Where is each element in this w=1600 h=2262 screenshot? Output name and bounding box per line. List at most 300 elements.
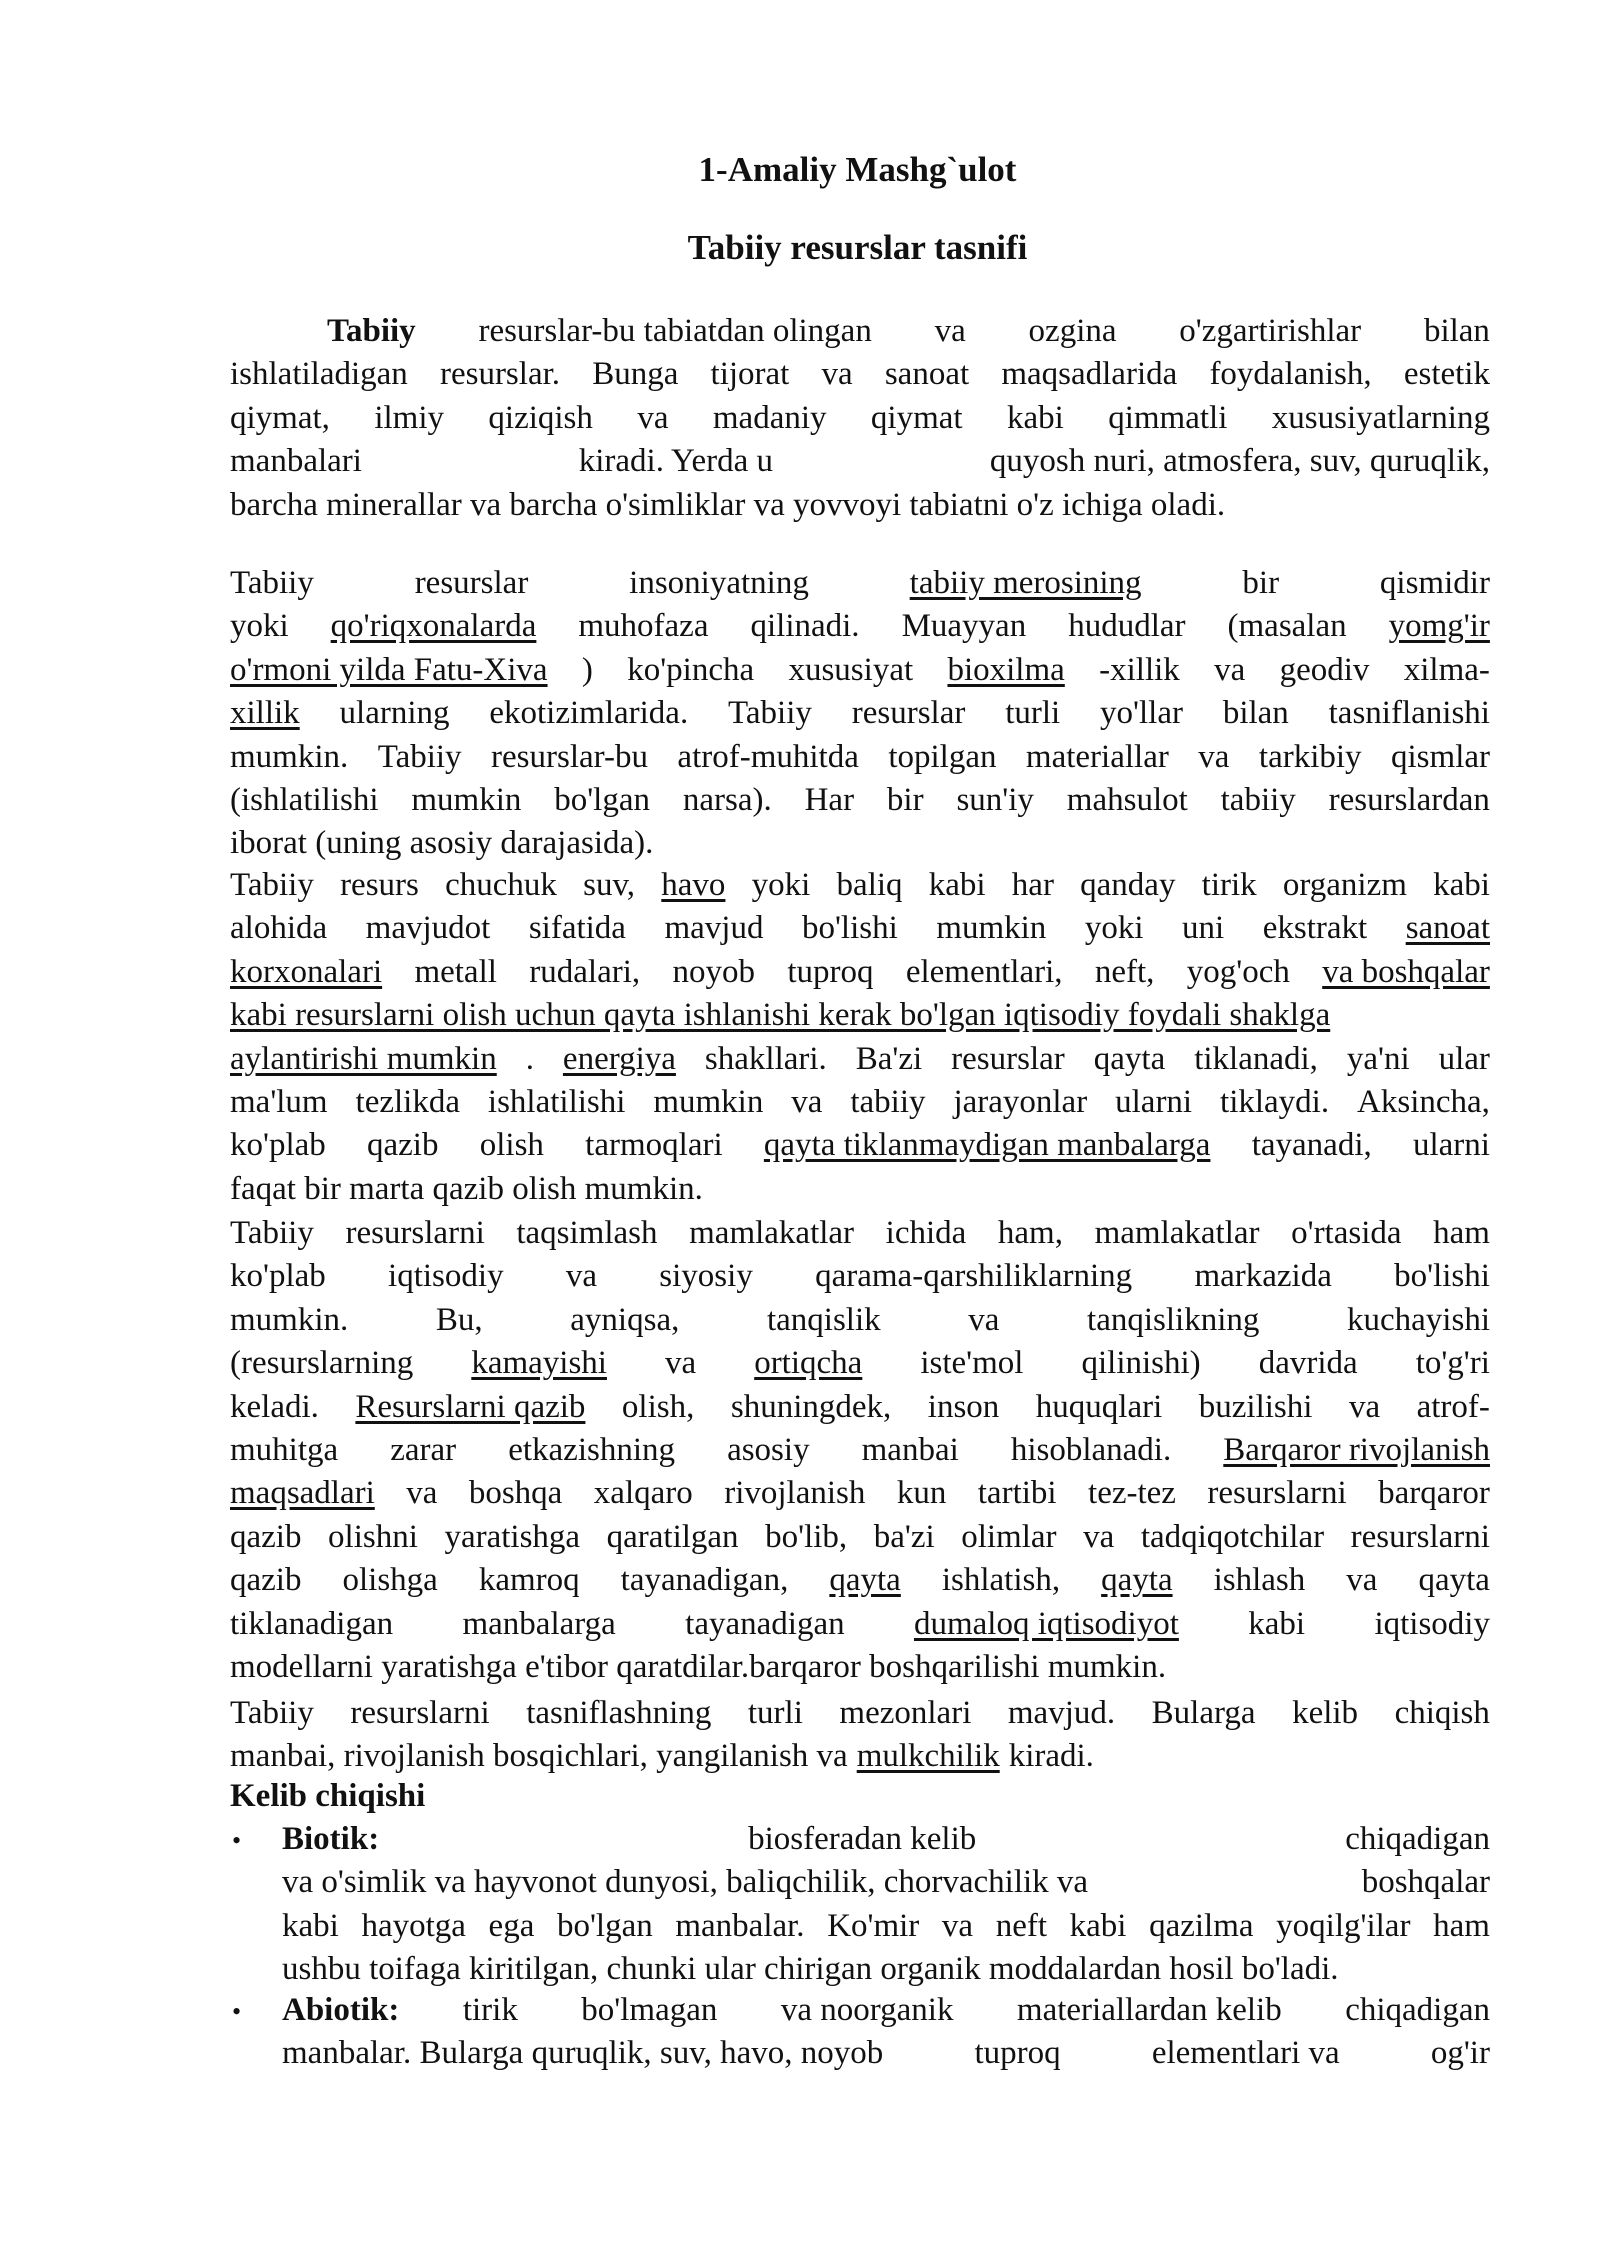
word: Tabiiy bbox=[728, 695, 812, 732]
word: va bbox=[1346, 1562, 1378, 1599]
word: hisoblanadi. bbox=[1010, 1432, 1172, 1468]
word: sun'iy bbox=[956, 782, 1034, 818]
word: xilma- bbox=[1403, 651, 1490, 688]
text-line bbox=[282, 2032, 1490, 2074]
word: manbai bbox=[861, 1432, 959, 1468]
word: sanoat bbox=[884, 356, 970, 393]
bold-term: Tabiiy bbox=[327, 313, 416, 349]
word: qazib bbox=[367, 1127, 439, 1164]
word: modellarni yaratishga e'tibor qaratdilar.barqaror boshqarilishi mumkin. bbox=[230, 1649, 1167, 1685]
word: resurslar-bu bbox=[491, 738, 648, 775]
word: bilan bbox=[1222, 695, 1289, 732]
word: Tabiiy bbox=[230, 565, 314, 601]
text-line bbox=[327, 310, 1490, 352]
text-line bbox=[282, 1989, 1490, 2031]
word: turli bbox=[1005, 695, 1061, 732]
word: yoqilg'ilar bbox=[1276, 1907, 1411, 1944]
text-line bbox=[230, 692, 1490, 734]
word: Bunga bbox=[592, 356, 679, 393]
hyperlink[interactable]: mulkchilik bbox=[856, 1738, 1000, 1775]
word: va bbox=[1198, 738, 1230, 775]
word: qayta bbox=[1418, 1562, 1490, 1599]
word: va bbox=[791, 1084, 823, 1120]
word: tabiiy bbox=[1220, 782, 1296, 818]
word: suv, bbox=[583, 867, 636, 903]
word: va bbox=[665, 1345, 697, 1382]
word: yoki bbox=[751, 867, 811, 903]
word: resurslar bbox=[951, 1040, 1065, 1077]
word: barcha minerallar va barcha o'simliklar va yovvoyi tabiatni o'z ichiga oladi. bbox=[230, 486, 1226, 523]
word: tasniflashning bbox=[526, 1695, 712, 1731]
word: tijorat bbox=[710, 356, 790, 393]
word: inson bbox=[927, 1388, 1000, 1425]
word: neft bbox=[995, 1907, 1048, 1944]
word: qismidir bbox=[1379, 565, 1490, 601]
word: buzilishi bbox=[1198, 1388, 1313, 1425]
word: elementlari, bbox=[905, 953, 1063, 990]
word: va bbox=[565, 1258, 598, 1295]
hyperlink[interactable]: Resurslarni qazib bbox=[355, 1388, 586, 1425]
hyperlink[interactable]: korxonalari bbox=[230, 953, 383, 990]
text-line bbox=[230, 1212, 1490, 1254]
text-line bbox=[230, 1472, 1490, 1514]
word: iste'mol bbox=[920, 1345, 1024, 1382]
word: ishlatilishi bbox=[487, 1084, 626, 1120]
word: tiklaydi. bbox=[1220, 1084, 1330, 1120]
word: va bbox=[1348, 1388, 1381, 1425]
text-line bbox=[230, 864, 1490, 906]
text-line bbox=[230, 1559, 1490, 1601]
word: qismlar bbox=[1391, 738, 1490, 775]
hyperlink[interactable]: Barqaror rivojlanish bbox=[1223, 1432, 1490, 1468]
word: olimlar bbox=[961, 1518, 1057, 1555]
word: tiklanadigan bbox=[230, 1605, 394, 1642]
word: tarkibiy bbox=[1258, 738, 1362, 775]
word: qarama-qarshiliklarning bbox=[815, 1258, 1133, 1295]
hyperlink[interactable]: maqsadlari bbox=[230, 1475, 375, 1512]
word: resurslar bbox=[851, 695, 966, 732]
word: ularni bbox=[1115, 1084, 1193, 1120]
page-title: 1-Amaliy Mashg`ulot bbox=[698, 150, 1017, 189]
word: qazib bbox=[230, 1562, 302, 1599]
word: bo'lib, bbox=[765, 1518, 848, 1555]
hyperlink[interactable]: qo'riqxonalarda bbox=[330, 608, 537, 645]
word: baliq bbox=[836, 867, 903, 903]
bullet-marker: • bbox=[232, 1997, 242, 2026]
word: mavjudot bbox=[365, 910, 491, 947]
hyperlink[interactable]: qayta tiklanmaydigan manbalarga bbox=[763, 1127, 1211, 1164]
word: biosferadan kelib bbox=[748, 1821, 977, 1857]
word: noyob bbox=[672, 953, 755, 990]
word: -xillik bbox=[1099, 651, 1180, 688]
text-line bbox=[230, 1386, 1490, 1428]
hyperlink[interactable]: havo bbox=[661, 867, 726, 903]
word: tezlikda bbox=[355, 1084, 460, 1120]
text-line bbox=[230, 484, 1490, 526]
word: mahsulot bbox=[1066, 782, 1188, 818]
word: ekstrakt bbox=[1262, 910, 1368, 947]
text-line bbox=[230, 1516, 1490, 1558]
word: kun bbox=[896, 1475, 947, 1512]
hyperlink[interactable]: yomg'ir bbox=[1388, 608, 1490, 645]
text-line bbox=[230, 605, 1490, 647]
text-line bbox=[282, 1861, 1490, 1903]
word: alohida bbox=[230, 910, 328, 947]
word: xalqaro bbox=[593, 1475, 693, 1512]
hyperlink[interactable]: aylantirishi mumkin bbox=[230, 1040, 497, 1077]
word: topilgan bbox=[888, 738, 997, 775]
word: manbalar. Bularga quruqlik, suv, havo, noyob bbox=[282, 2035, 884, 2072]
text-line bbox=[230, 994, 1490, 1036]
word: resurslarni bbox=[345, 1215, 485, 1251]
word: keladi. bbox=[230, 1388, 319, 1425]
word: qilinadi. bbox=[750, 608, 860, 645]
word: va bbox=[637, 399, 669, 436]
word: rivojlanish bbox=[724, 1475, 866, 1512]
word: hududlar bbox=[1068, 608, 1186, 645]
word: tez-tez bbox=[1088, 1475, 1176, 1512]
bullet-marker: • bbox=[232, 1826, 242, 1855]
word: va bbox=[1214, 651, 1246, 688]
text-line bbox=[230, 1299, 1490, 1341]
word: muhitga bbox=[230, 1432, 339, 1468]
word: muhofaza bbox=[578, 608, 709, 645]
word: manbalar. bbox=[675, 1907, 805, 1944]
hyperlink[interactable]: tabiiy merosining bbox=[909, 565, 1142, 601]
word: ega bbox=[488, 1907, 535, 1944]
word: mamlakatlar bbox=[689, 1215, 855, 1251]
word: Tabiiy bbox=[230, 1215, 314, 1251]
text-line bbox=[230, 1692, 1490, 1734]
word: Tabiiy bbox=[377, 738, 462, 775]
word: Tabiiy bbox=[230, 1695, 314, 1731]
word: mumkin bbox=[936, 910, 1047, 947]
word: turli bbox=[747, 1695, 803, 1731]
word: va bbox=[941, 1907, 974, 1944]
word: tuproq bbox=[787, 953, 874, 990]
word: kabi bbox=[1006, 399, 1064, 436]
word: tanqislikning bbox=[1087, 1301, 1260, 1338]
word: mavjud. bbox=[1007, 1695, 1116, 1731]
word: kabi bbox=[1433, 867, 1490, 903]
word: qazilma bbox=[1149, 1907, 1254, 1944]
word: ko'plab bbox=[230, 1127, 326, 1164]
word: iqtisodiy bbox=[1374, 1605, 1490, 1642]
text-line bbox=[230, 1038, 1490, 1080]
word: yo'llar bbox=[1100, 695, 1183, 732]
word: qayta bbox=[1093, 1040, 1166, 1077]
word: chuchuk bbox=[445, 867, 557, 903]
word: bir bbox=[1242, 565, 1280, 601]
word: ichida bbox=[885, 1215, 967, 1251]
word: foydalanish, bbox=[1209, 356, 1372, 393]
word: Bu, bbox=[435, 1301, 483, 1338]
word: resurslarni bbox=[350, 1695, 490, 1731]
word: Aksincha, bbox=[1357, 1084, 1490, 1120]
word: maqsadlarida bbox=[1001, 356, 1178, 393]
hyperlink[interactable]: qayta bbox=[1101, 1562, 1173, 1599]
word: ) bbox=[581, 651, 593, 688]
word: faqat bir marta qazib olish mumkin. bbox=[230, 1170, 703, 1207]
word: metall bbox=[414, 953, 497, 990]
word: tayanadigan bbox=[685, 1605, 845, 1642]
text-line bbox=[230, 1081, 1490, 1123]
word: tayanadi, bbox=[1251, 1127, 1372, 1164]
bold-term: Abiotik: bbox=[282, 1992, 400, 2028]
word: manbai, rivojlanish bosqichlari, yangilanish va bbox=[230, 1738, 848, 1775]
word: olish bbox=[479, 1127, 544, 1164]
word: mumkin bbox=[411, 782, 522, 818]
word: asosiy bbox=[727, 1432, 810, 1468]
word: ishlatiladigan bbox=[230, 356, 408, 393]
word: siyosiy bbox=[659, 1258, 753, 1295]
word: bir bbox=[886, 782, 924, 818]
word: madaniy bbox=[712, 399, 827, 436]
word: tayanadigan, bbox=[620, 1562, 789, 1599]
word: qazib bbox=[230, 1518, 302, 1555]
hyperlink[interactable]: xillik bbox=[230, 695, 300, 732]
text-line bbox=[282, 1948, 1490, 1990]
word: bo'lgan bbox=[556, 1907, 653, 1944]
word: materiallar bbox=[1025, 738, 1169, 775]
word: ozgina bbox=[1028, 313, 1117, 349]
word: taqsimlash bbox=[516, 1215, 658, 1251]
word: iqtisodiy bbox=[388, 1258, 504, 1295]
word: barqaror bbox=[1378, 1475, 1490, 1512]
word: quyosh nuri, atmosfera, suv, quruqlik, bbox=[989, 443, 1490, 480]
word: mezonlari bbox=[839, 1695, 972, 1731]
word: resurs bbox=[340, 867, 419, 903]
word: va bbox=[406, 1475, 438, 1512]
word: tasniflanishi bbox=[1328, 695, 1490, 732]
word: chiqadigan bbox=[1345, 1821, 1490, 1857]
word: to'g'ri bbox=[1415, 1345, 1490, 1382]
text-line bbox=[230, 736, 1490, 778]
word: atrof-muhitda bbox=[677, 738, 859, 775]
word: jarayonlar bbox=[953, 1084, 1088, 1120]
word: chiqish bbox=[1394, 1695, 1490, 1731]
hyperlink[interactable]: ortiqcha bbox=[754, 1345, 863, 1382]
word: ayniqsa, bbox=[570, 1301, 680, 1338]
word: kuchayishi bbox=[1347, 1301, 1490, 1338]
word: elementlari va bbox=[1151, 2035, 1340, 2072]
word: ishlash bbox=[1213, 1562, 1306, 1599]
word: sifatida bbox=[528, 910, 626, 947]
word: qilinishi) bbox=[1081, 1345, 1201, 1382]
word: qiymat, bbox=[230, 399, 330, 436]
text-line bbox=[230, 1603, 1490, 1645]
word: tiklanadi, bbox=[1194, 1040, 1318, 1077]
word: hayotga bbox=[361, 1907, 466, 1944]
word: resurslarni bbox=[1350, 1518, 1490, 1555]
word: atrof- bbox=[1416, 1388, 1490, 1425]
text-line bbox=[230, 907, 1490, 949]
word: Tabiiy bbox=[230, 867, 314, 903]
word: organizm bbox=[1282, 867, 1407, 903]
word: kamroq bbox=[478, 1562, 580, 1599]
word: ham bbox=[1433, 1215, 1490, 1251]
word: yoki bbox=[230, 608, 289, 645]
word: yog'och bbox=[1186, 953, 1290, 990]
hyperlink[interactable]: va boshqalar bbox=[1322, 953, 1490, 990]
word: ko'pincha bbox=[627, 651, 755, 688]
word: qiziqish bbox=[488, 399, 593, 436]
word: ba'zi bbox=[873, 1518, 935, 1555]
word: har bbox=[1011, 867, 1054, 903]
word: etkazishning bbox=[508, 1432, 675, 1468]
word: resurslar. bbox=[439, 356, 561, 393]
word: mumkin. bbox=[230, 738, 349, 775]
word: qiymat bbox=[870, 399, 963, 436]
word: mumkin. bbox=[230, 1301, 349, 1338]
text-line bbox=[230, 1168, 1490, 1210]
word: mamlakatlar bbox=[1094, 1215, 1260, 1251]
word: qaratilgan bbox=[606, 1518, 739, 1555]
word: ma'lum bbox=[230, 1084, 328, 1120]
word: resurslardan bbox=[1328, 782, 1490, 818]
hyperlink[interactable]: kabi resurslarni olish uchun qayta ishlanishi kerak bo'lgan iqtisodiy foydali shaklga bbox=[230, 997, 1331, 1034]
text-line bbox=[230, 1342, 1490, 1384]
word: (ishlatilishi bbox=[230, 782, 379, 818]
word: chiqadigan bbox=[1345, 1992, 1490, 2028]
word: Ko'mir bbox=[827, 1907, 920, 1944]
text-line bbox=[282, 1818, 1490, 1860]
page-subtitle: Tabiiy resurslar tasnifi bbox=[687, 228, 1028, 267]
word: va noorganik bbox=[780, 1992, 954, 2028]
word: markazida bbox=[1194, 1258, 1332, 1295]
word: olishga bbox=[342, 1562, 438, 1599]
hyperlink[interactable]: qayta bbox=[829, 1562, 901, 1599]
hyperlink[interactable]: o'rmoni yilda Fatu-Xiva bbox=[230, 651, 548, 688]
word: kabi bbox=[1248, 1605, 1306, 1642]
word: tabiiy bbox=[850, 1084, 926, 1120]
text-line bbox=[230, 562, 1490, 604]
word: yoki bbox=[1084, 910, 1144, 947]
word: mumkin bbox=[653, 1084, 764, 1120]
word: tirik bbox=[462, 1992, 518, 2028]
section-heading: Kelib chiqishi bbox=[230, 1778, 426, 1814]
word: olish, bbox=[621, 1388, 695, 1425]
word: resurslarni bbox=[1207, 1475, 1347, 1512]
text-line bbox=[230, 1255, 1490, 1297]
word: rudalari, bbox=[529, 953, 641, 990]
word: Ba'zi bbox=[855, 1040, 923, 1077]
word: kabi bbox=[928, 867, 986, 903]
word: bo'lmagan bbox=[581, 1992, 718, 2028]
word: estetik bbox=[1403, 356, 1490, 393]
word: bo'lishi bbox=[1394, 1258, 1490, 1295]
word: bilan bbox=[1423, 313, 1490, 349]
text-line bbox=[230, 1646, 1490, 1688]
word: ham bbox=[1433, 1907, 1490, 1944]
word: davrida bbox=[1258, 1345, 1358, 1382]
word: resurslar bbox=[414, 565, 529, 601]
word: materiallardan kelib bbox=[1016, 1992, 1282, 2028]
word: shuningdek, bbox=[730, 1388, 892, 1425]
word: Har bbox=[804, 782, 855, 818]
word: va bbox=[968, 1301, 1000, 1338]
word: Muayyan bbox=[901, 608, 1027, 645]
word: va o'simlik va hayvonot dunyosi, baliqchilik, chorvachilik va bbox=[282, 1864, 1089, 1901]
word: kiradi. bbox=[1008, 1738, 1094, 1775]
text-line bbox=[230, 822, 1490, 864]
word: ham, bbox=[997, 1215, 1063, 1251]
word: ekotizimlarida. bbox=[489, 695, 689, 732]
word: o'zgartirishlar bbox=[1179, 313, 1362, 349]
text-line bbox=[230, 397, 1490, 439]
word: zarar bbox=[390, 1432, 457, 1468]
hyperlink[interactable]: dumaloq iqtisodiyot bbox=[913, 1605, 1179, 1642]
word: . bbox=[525, 1040, 534, 1077]
word: iborat (uning asosiy darajasida). bbox=[230, 825, 654, 862]
word: tanqislik bbox=[766, 1301, 881, 1338]
word: boshqalar bbox=[1361, 1864, 1490, 1901]
word: qimmatli bbox=[1108, 399, 1228, 436]
word: ilmiy bbox=[374, 399, 444, 436]
hyperlink[interactable]: kamayishi bbox=[471, 1345, 607, 1382]
text-line bbox=[230, 353, 1490, 395]
word: manbalari bbox=[230, 443, 362, 480]
hyperlink[interactable]: sanoat bbox=[1405, 910, 1490, 947]
word: kabi bbox=[1069, 1907, 1127, 1944]
word: neft, bbox=[1094, 953, 1155, 990]
word: (resurslarning bbox=[230, 1345, 414, 1382]
word: resurslar-bu tabiatdan olingan bbox=[478, 313, 872, 349]
word: bo'lgan bbox=[554, 782, 650, 818]
word: qanday bbox=[1080, 867, 1176, 903]
word: tuproq bbox=[974, 2035, 1061, 2072]
text-line bbox=[230, 649, 1490, 691]
word: ularning bbox=[339, 695, 450, 732]
word: shakllari. bbox=[704, 1040, 827, 1077]
word: ularni bbox=[1412, 1127, 1490, 1164]
word: mavjud bbox=[664, 910, 764, 947]
word: va bbox=[1083, 1518, 1115, 1555]
text-line bbox=[230, 779, 1490, 821]
hyperlink[interactable]: energiya bbox=[562, 1040, 676, 1077]
word: tadqiqotchilar bbox=[1140, 1518, 1325, 1555]
word: va bbox=[934, 313, 966, 349]
word: ko'plab bbox=[230, 1258, 326, 1295]
word: va bbox=[821, 356, 853, 393]
text-line bbox=[230, 1429, 1490, 1471]
word: huquqlari bbox=[1035, 1388, 1163, 1425]
word: o'rtasida bbox=[1291, 1215, 1402, 1251]
word: (masalan bbox=[1227, 608, 1347, 645]
word: tarmoqlari bbox=[585, 1127, 723, 1164]
text-line bbox=[230, 1735, 1490, 1777]
text-line bbox=[230, 440, 1490, 482]
word: kiradi. Yerda u bbox=[578, 443, 774, 480]
word: tartibi bbox=[977, 1475, 1057, 1512]
word: insoniyatning bbox=[629, 565, 809, 601]
word: olishni bbox=[328, 1518, 418, 1555]
word: ishlatish, bbox=[941, 1562, 1061, 1599]
word: ushbu toifaga kiritilgan, chunki ular chirigan organik moddalardan hosil bo'ladi. bbox=[282, 1951, 1339, 1988]
word: ular bbox=[1438, 1040, 1490, 1077]
text-line bbox=[282, 1905, 1490, 1947]
word: tirik bbox=[1201, 867, 1257, 903]
word: ya'ni bbox=[1346, 1040, 1410, 1077]
word: kelib bbox=[1292, 1695, 1359, 1731]
word: kabi bbox=[282, 1907, 339, 1944]
word: Bularga bbox=[1151, 1695, 1256, 1731]
word: geodiv bbox=[1279, 651, 1370, 688]
word: xususiyatlarning bbox=[1271, 399, 1490, 436]
hyperlink[interactable]: bioxilma bbox=[947, 651, 1065, 688]
word: bo'lishi bbox=[801, 910, 898, 947]
word: xususiyat bbox=[788, 651, 914, 688]
